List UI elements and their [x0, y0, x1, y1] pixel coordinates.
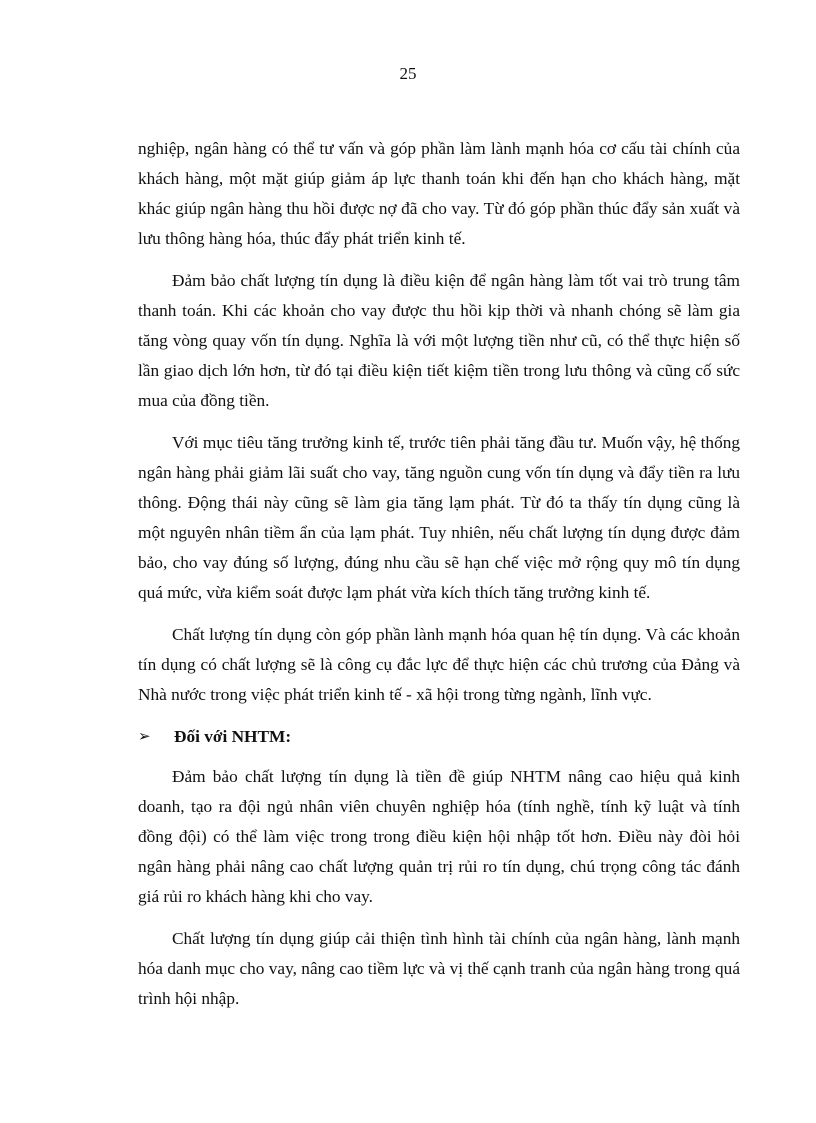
- section-heading-text: Đối với NHTM:: [174, 727, 292, 746]
- paragraph-4: Chất lượng tín dụng còn góp phần lành mạnh hóa quan hệ tín dụng. Và các khoản tín dụng có chất lượng sẽ là công cụ đắc lực để thực hiện các chủ trương của Đảng và Nhà nước trong việc phát triển kinh tế - xã hội trong từng ngành, lĩnh vực.: [138, 625, 740, 704]
- paragraph-2: Đảm bảo chất lượng tín dụng là điều kiện để ngân hàng làm tốt vai trò trung tâm thanh toán. Khi các khoản cho vay được thu hồi kịp thời và nhanh chóng sẽ làm gia tăng vòng quay vốn tín dụng. Nghĩa là với một lượng tiền như cũ, có thể thực hiện số lần giao dịch lớn hơn, từ đó tại điều kiện tiết kiệm tiền trong lưu thông và cũng cố sức mua của đồng tiền.: [138, 271, 740, 410]
- section-heading: [138, 722, 740, 752]
- paragraph-6: Chất lượng tín dụng giúp cải thiện tình hình tài chính của ngân hàng, lành mạnh hóa danh mục cho vay, nâng cao tiềm lực và vị thế cạnh tranh của ngân hàng trong quá trình hội nhập.: [138, 929, 740, 1008]
- paragraph-3: Với mục tiêu tăng trưởng kinh tế, trước tiên phải tăng đầu tư. Muốn vậy, hệ thống ngân hàng phải giảm lãi suất cho vay, tăng nguồn cung vốn tín dụng và đẩy tiền ra lưu thông. Động thái này cũng sẽ làm gia tăng lạm phát. Từ đó ta thấy tín dụng cũng là một nguyên nhân tiềm ẩn của lạm phát. Tuy nhiên, nếu chất lượng tín dụng được đảm bảo, cho vay đúng số lượng, đúng nhu cầu sẽ hạn chế việc mở rộng quy mô tín dụng quá mức, vừa kiểm soát được lạm phát vừa kích thích tăng trưởng kinh tế.: [138, 433, 740, 602]
- page-content: [138, 134, 740, 1026]
- page-number: 25: [399, 64, 417, 83]
- arrow-bullet-icon: ➢: [138, 729, 151, 745]
- paragraph-1: nghiệp, ngân hàng có thể tư vấn và góp phần làm lành mạnh hóa cơ cấu tài chính của khách hàng, một mặt giúp giảm áp lực thanh toán khi đến hạn cho khách hàng, mặt khác giúp ngân hàng thu hồi được nợ đã cho vay. Từ đó góp phần thúc đẩy sản xuất và lưu thông hàng hóa, thúc đẩy phát triển kinh tế.: [138, 139, 740, 248]
- paragraph-5: Đảm bảo chất lượng tín dụng là tiền đề giúp NHTM nâng cao hiệu quả kinh doanh, tạo ra đội ngủ nhân viên chuyên nghiệp hóa (tính nghề, tính kỹ luật và tính đồng đội) có thể làm việc trong trong điều kiện hội nhập tốt hơn. Điều này đòi hỏi ngân hàng phải nâng cao chất lượng quản trị rủi ro tín dụng, chú trọng công tác đánh giá rủi ro khách hàng khi cho vay.: [138, 767, 740, 906]
